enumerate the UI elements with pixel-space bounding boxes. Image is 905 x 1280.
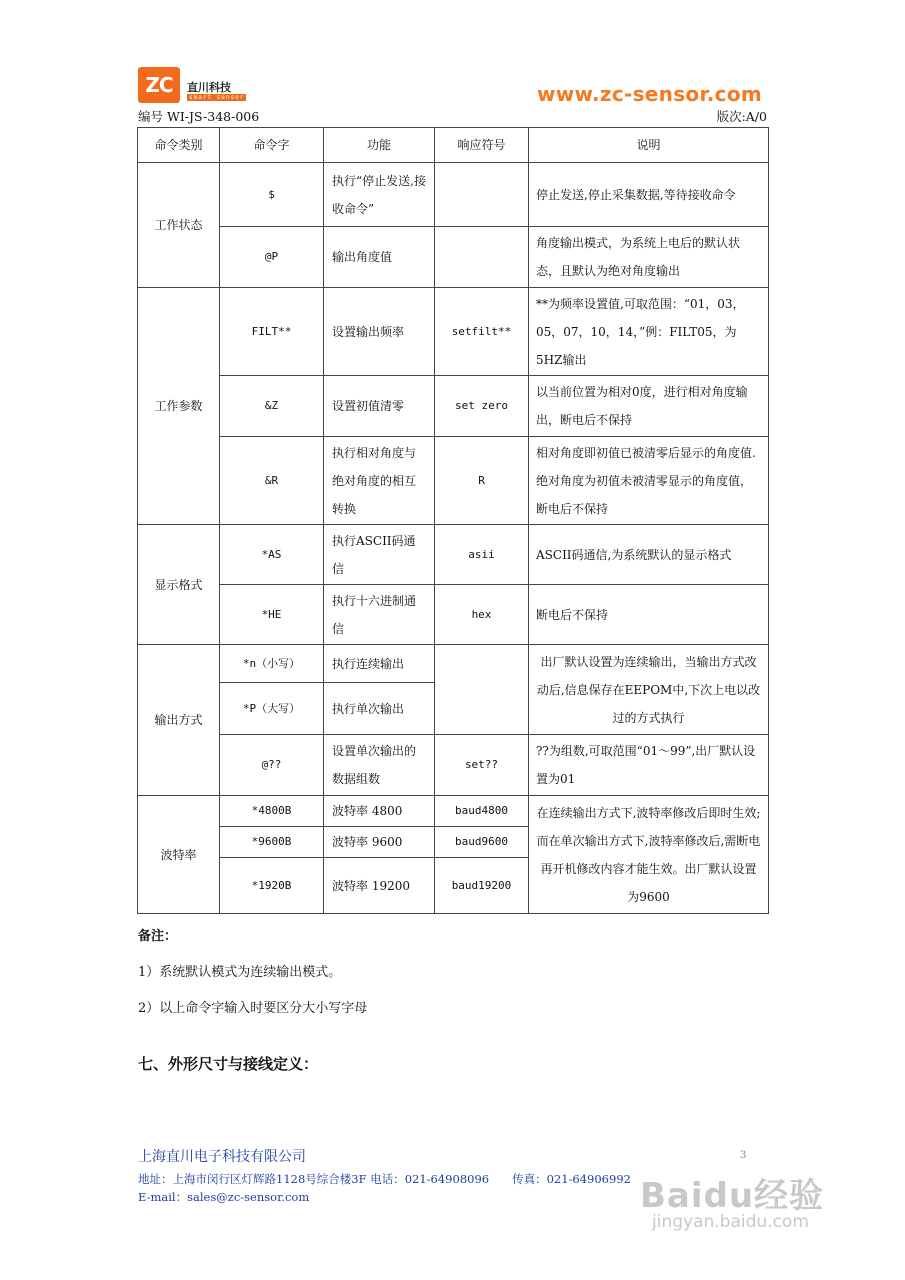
function-cell: 执行“停止发送,接收命令” <box>324 163 435 227</box>
table-row <box>138 645 769 683</box>
footer-company: 上海直川电子科技有限公司 <box>138 1149 306 1165</box>
command-cell: *n（小写） <box>220 645 324 683</box>
header-cell: 命令类别 <box>138 128 220 163</box>
table-header-row <box>138 128 769 163</box>
response-cell: asii <box>435 525 529 585</box>
function-cell: 执行单次输出 <box>324 683 435 735</box>
function-cell: 执行相对角度与绝对角度的相互转换 <box>324 437 435 525</box>
category-cell: 波特率 <box>138 796 220 914</box>
function-cell: 执行连续输出 <box>324 645 435 683</box>
response-cell: baud4800 <box>435 796 529 827</box>
company-logo <box>138 67 180 103</box>
response-cell: set zero <box>435 376 529 437</box>
document-number: 编号 WI-JS-348-006 <box>138 109 260 124</box>
notes-title: 备注： <box>138 929 178 944</box>
category-cell: 工作参数 <box>138 288 220 525</box>
response-cell: baud19200 <box>435 858 529 914</box>
response-cell <box>435 163 529 227</box>
description-cell: **为频率设置值,可取范围：“01，03，05，07，10，14，”例：FILT05，为5HZ输出 <box>529 288 769 376</box>
website-url: www.zc-sensor.com <box>536 82 762 106</box>
function-cell: 执行ASCII码通信 <box>324 525 435 585</box>
table-row <box>138 525 769 585</box>
watermark-url: jingyan.baidu.com <box>652 1212 809 1232</box>
command-cell: @P <box>220 227 324 288</box>
response-cell: R <box>435 437 529 525</box>
function-cell: 输出角度值 <box>324 227 435 288</box>
response-cell: setfilt** <box>435 288 529 376</box>
command-cell: FILT** <box>220 288 324 376</box>
logo-tagline: smart sensor <box>189 94 245 101</box>
description-cell: 出厂默认设置为连续输出，当输出方式改动后,信息保存在EEPOM中,下次上电以改过的方式执行 <box>529 645 769 735</box>
function-cell: 设置单次输出的数据组数 <box>324 735 435 796</box>
note-item: 2）以上命令字输入时要区分大小写字母 <box>138 1001 368 1016</box>
table-row <box>138 437 769 525</box>
header-cell: 说明 <box>529 128 769 163</box>
logo-chinese-name: 直川科技 <box>187 81 231 94</box>
function-cell: 设置输出频率 <box>324 288 435 376</box>
category-cell: 显示格式 <box>138 525 220 645</box>
command-cell: *P（大写） <box>220 683 324 735</box>
function-cell: 波特率 9600 <box>324 827 435 858</box>
response-cell: baud9600 <box>435 827 529 858</box>
footer-address: 地址：上海市闵行区灯辉路1128号综合楼3F 电话：021-64908096 传真：021-64906992 <box>138 1172 631 1186</box>
command-cell: *1920B <box>220 858 324 914</box>
command-cell: @?? <box>220 735 324 796</box>
table-row <box>138 735 769 796</box>
description-cell: 在连续输出方式下,波特率修改后即时生效;而在单次输出方式下,波特率修改后,需断电再开机修改内容才能生效。出厂默认设置为9600 <box>529 796 769 914</box>
logo-text: ZC <box>145 73 173 97</box>
description-cell: 角度输出模式，为系统上电后的默认状态，且默认为绝对角度输出 <box>529 227 769 288</box>
table-row <box>138 163 769 227</box>
command-cell: &Z <box>220 376 324 437</box>
description-cell: 断电后不保持 <box>529 585 769 645</box>
note-item: 1）系统默认模式为连续输出模式。 <box>138 965 342 980</box>
command-cell: *4800B <box>220 796 324 827</box>
table-row <box>138 376 769 437</box>
function-cell: 执行十六进制通信 <box>324 585 435 645</box>
response-cell <box>435 645 529 735</box>
description-cell: ??为组数,可取范围“01～99”,出厂默认设置为01 <box>529 735 769 796</box>
footer-email: E-mail：sales@zc-sensor.com <box>138 1190 310 1204</box>
command-table <box>137 127 769 914</box>
response-cell: set?? <box>435 735 529 796</box>
watermark-logo: Baidu经验 <box>640 1176 825 1216</box>
category-cell: 输出方式 <box>138 645 220 796</box>
header-cell: 命令字 <box>220 128 324 163</box>
description-cell: ASCII码通信,为系统默认的显示格式 <box>529 525 769 585</box>
command-cell: *9600B <box>220 827 324 858</box>
description-cell: 停止发送,停止采集数据,等待接收命令 <box>529 163 769 227</box>
response-cell: hex <box>435 585 529 645</box>
table-row <box>138 227 769 288</box>
function-cell: 设置初值清零 <box>324 376 435 437</box>
command-cell: *HE <box>220 585 324 645</box>
command-cell: *AS <box>220 525 324 585</box>
table-row <box>138 585 769 645</box>
document-version: 版次:A/0 <box>716 109 767 124</box>
header-cell: 响应符号 <box>435 128 529 163</box>
function-cell: 波特率 19200 <box>324 858 435 914</box>
command-cell: &R <box>220 437 324 525</box>
description-cell: 相对角度即初值已被清零后显示的角度值.绝对角度为初值未被清零显示的角度值，断电后不保持 <box>529 437 769 525</box>
command-cell: $ <box>220 163 324 227</box>
section-heading: 七、外形尺寸与接线定义： <box>138 1055 319 1073</box>
header-cell: 功能 <box>324 128 435 163</box>
description-cell: 以当前位置为相对0度，进行相对角度输出，断电后不保持 <box>529 376 769 437</box>
function-cell: 波特率 4800 <box>324 796 435 827</box>
table-row <box>138 288 769 376</box>
table-row <box>138 796 769 827</box>
category-cell: 工作状态 <box>138 163 220 288</box>
page-number: 3 <box>740 1150 747 1161</box>
response-cell <box>435 227 529 288</box>
